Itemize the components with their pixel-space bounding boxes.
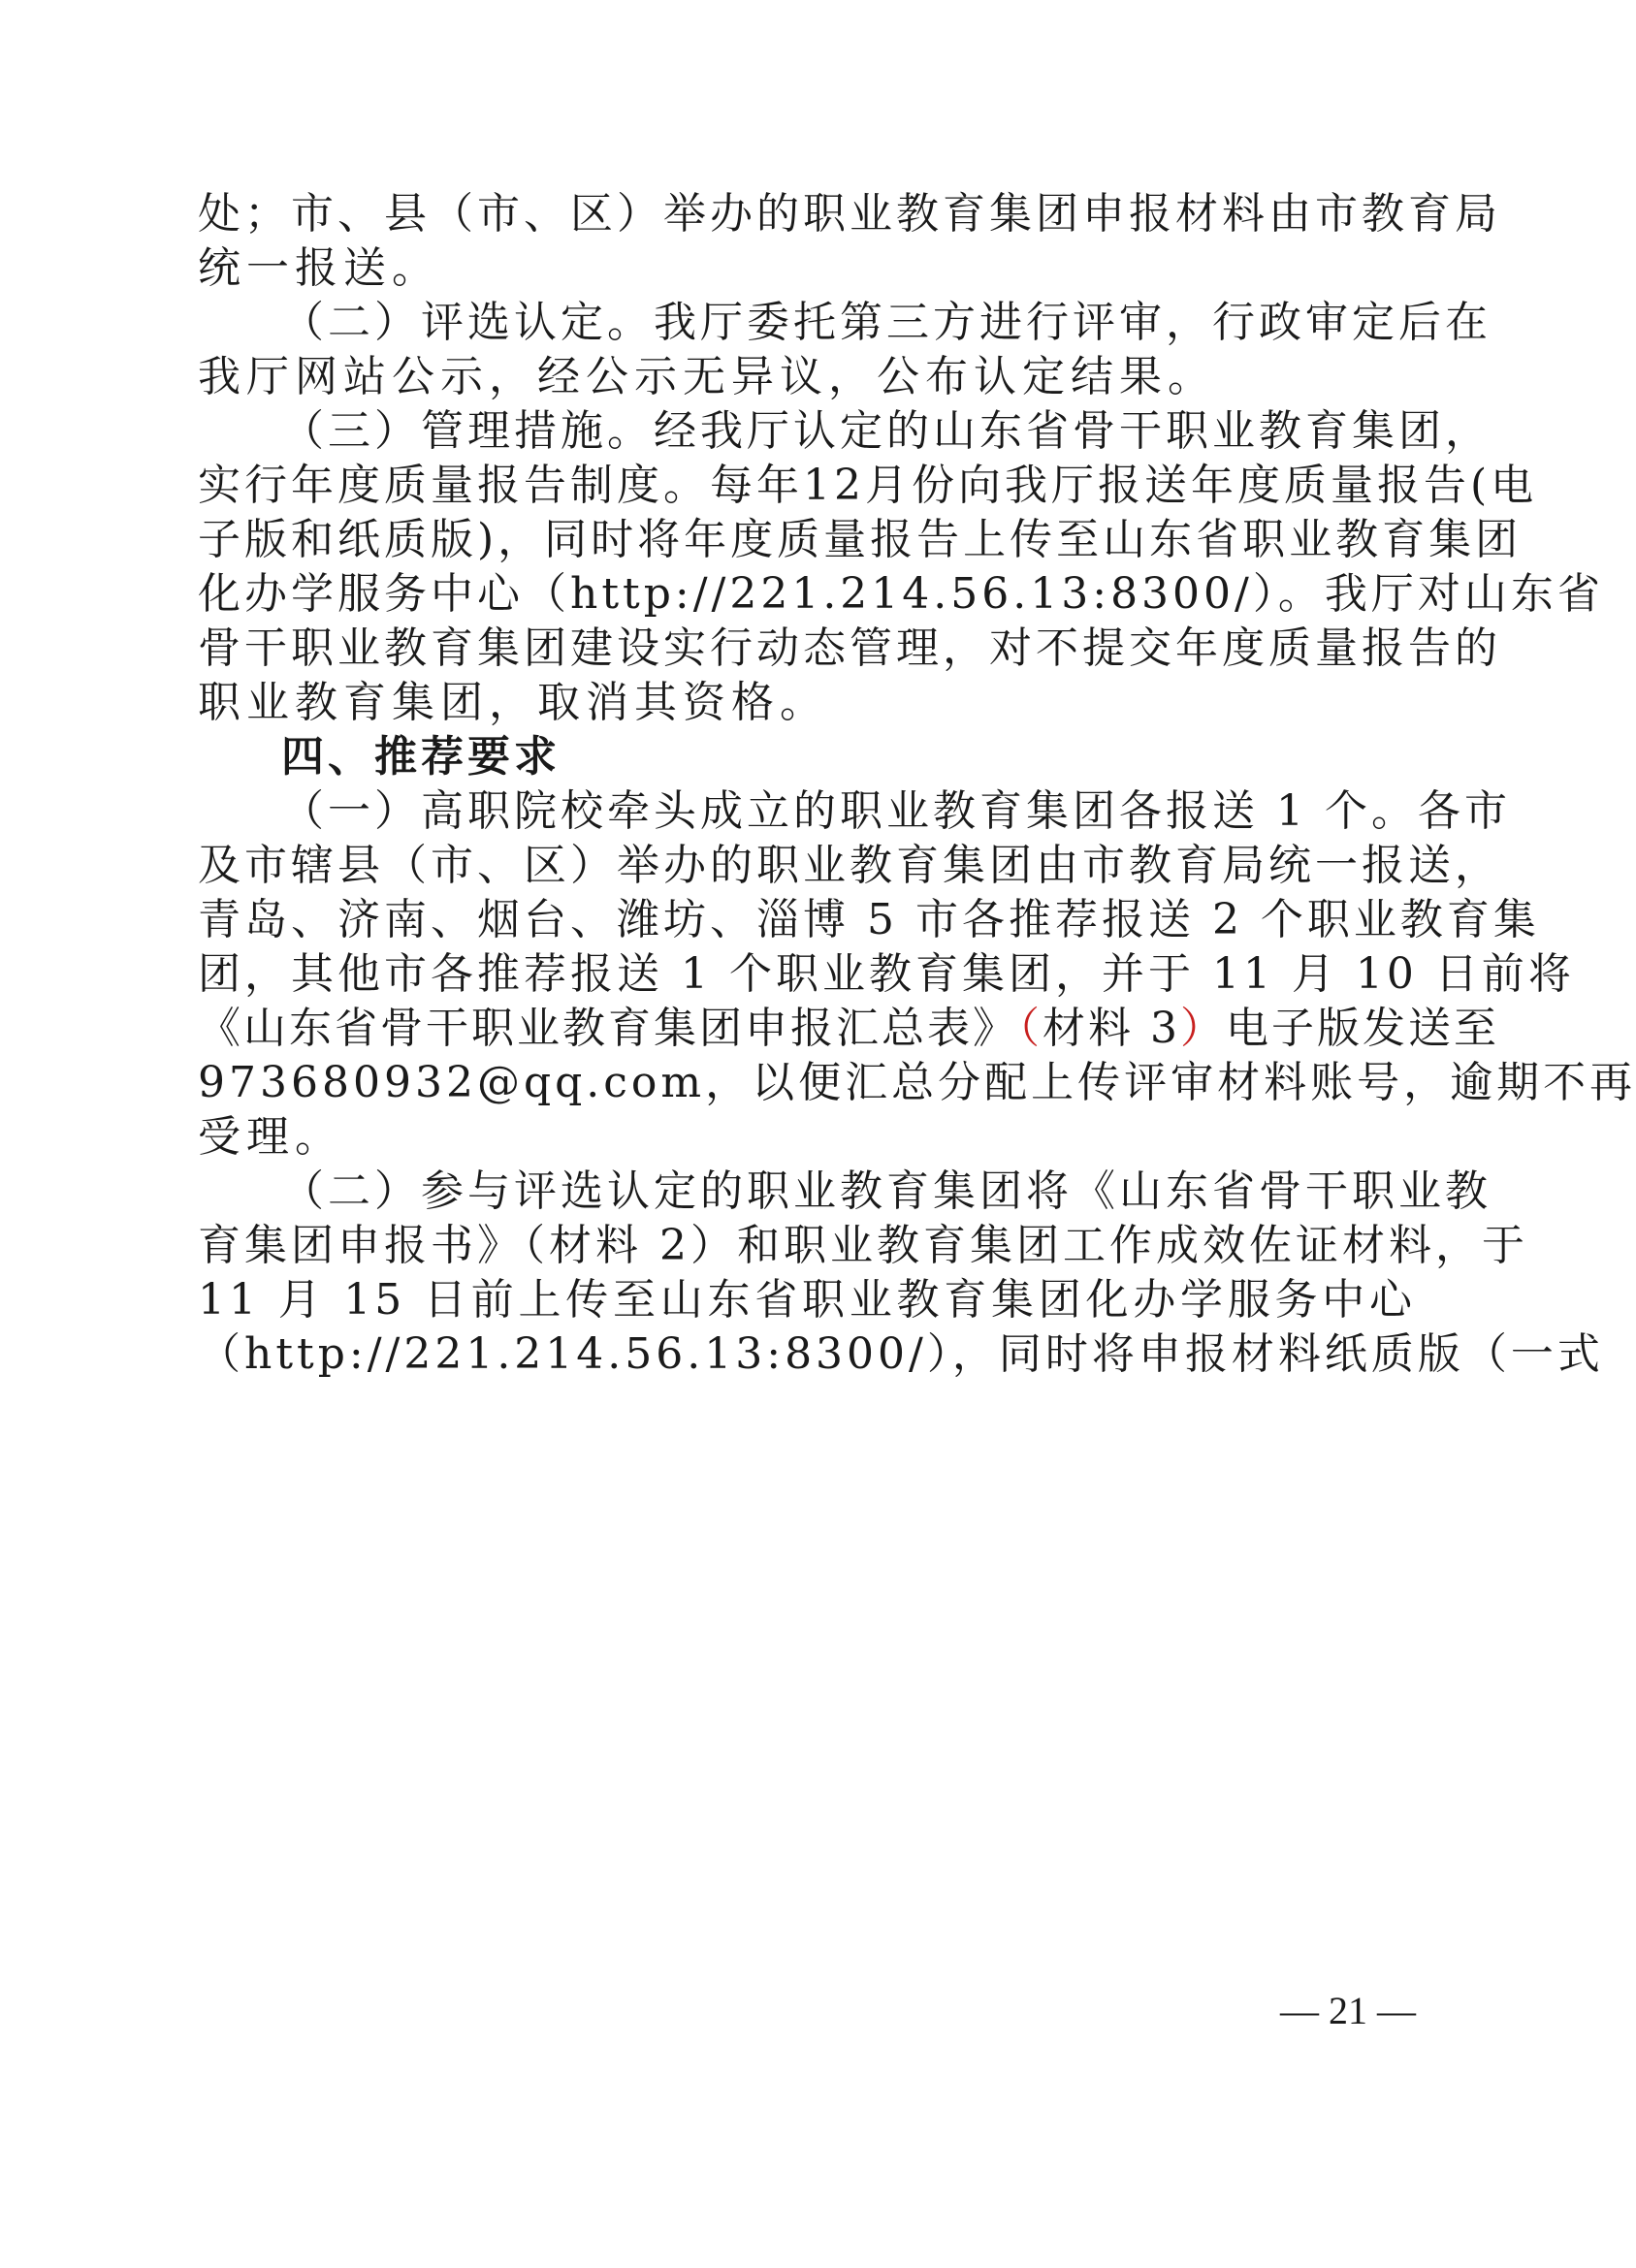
paragraph-line: （二）评选认定。我厅委托第三方进行评审，行政审定后在 — [281, 298, 1492, 347]
text-segment: 《山东省骨干职业教育集团申报汇总表》 — [198, 1004, 1018, 1053]
paragraph-line: 骨干职业教育集团建设实行动态管理，对不提交年度质量报告的 — [198, 623, 1501, 673]
paragraph-line: 实行年度质量报告制度。每年12月份向我厅报送年度质量报告(电 — [198, 461, 1538, 510]
section-heading: 四、推荐要求 — [281, 732, 561, 782]
paragraph-line — [198, 1002, 1499, 1056]
text-segment: 电子版发送至 — [1225, 1004, 1499, 1053]
paragraph-line: （一）高职院校牵头成立的职业教育集团各报送 1 个。各市 — [281, 786, 1511, 836]
text-segment: 材料 3 — [1043, 1004, 1180, 1053]
red-bracket: （ — [1018, 1004, 1043, 1053]
paragraph-line: 及市辖县（市、区）举办的职业教育集团由市教育局统一报送， — [198, 841, 1501, 890]
paragraph-line: 化办学服务中心（http://221.214.56.13:8300/）。我厅对山东省 — [198, 569, 1604, 619]
paragraph-line: 职业教育集团，取消其资格。 — [198, 678, 828, 727]
paragraph-line: 育集团申报书》（材料 2）和职业教育集团工作成效佐证材料，于 — [198, 1221, 1528, 1270]
paragraph-line: 处；市、县（市、区）举办的职业教育集团申报材料由市教育局 — [198, 189, 1501, 239]
paragraph-line: 973680932@qq.com，以便汇总分配上传评审材料账号，逾期不再 — [198, 1058, 1636, 1107]
paragraph-line: （二）参与评选认定的职业教育集团将《山东省骨干职业教 — [281, 1166, 1492, 1216]
page-number: — 21 — — [1280, 1989, 1416, 2032]
paragraph-line: 子版和纸质版)，同时将年度质量报告上传至山东省职业教育集团 — [198, 515, 1523, 564]
paragraph-line: 青岛、济南、烟台、潍坊、淄博 5 市各推荐报送 2 个职业教育集 — [198, 895, 1540, 944]
paragraph-line: （三）管理措施。经我厅认定的山东省骨干职业教育集团， — [281, 406, 1492, 456]
red-bracket: ） — [1179, 1004, 1226, 1053]
paragraph-line: 统一报送。 — [198, 243, 440, 293]
paragraph-line: 团，其他市各推荐报送 1 个职业教育集团，并于 11 月 10 日前将 — [198, 949, 1575, 999]
paragraph-line: 11 月 15 日前上传至山东省职业教育集团化办学服务中心 — [198, 1275, 1416, 1325]
paragraph-line: 受理。 — [198, 1112, 343, 1162]
paragraph-line: （http://221.214.56.13:8300/），同时将申报材料纸质版（一式 — [198, 1329, 1604, 1379]
paragraph-line: 我厅网站公示，经公示无异议，公布认定结果。 — [198, 352, 1216, 401]
